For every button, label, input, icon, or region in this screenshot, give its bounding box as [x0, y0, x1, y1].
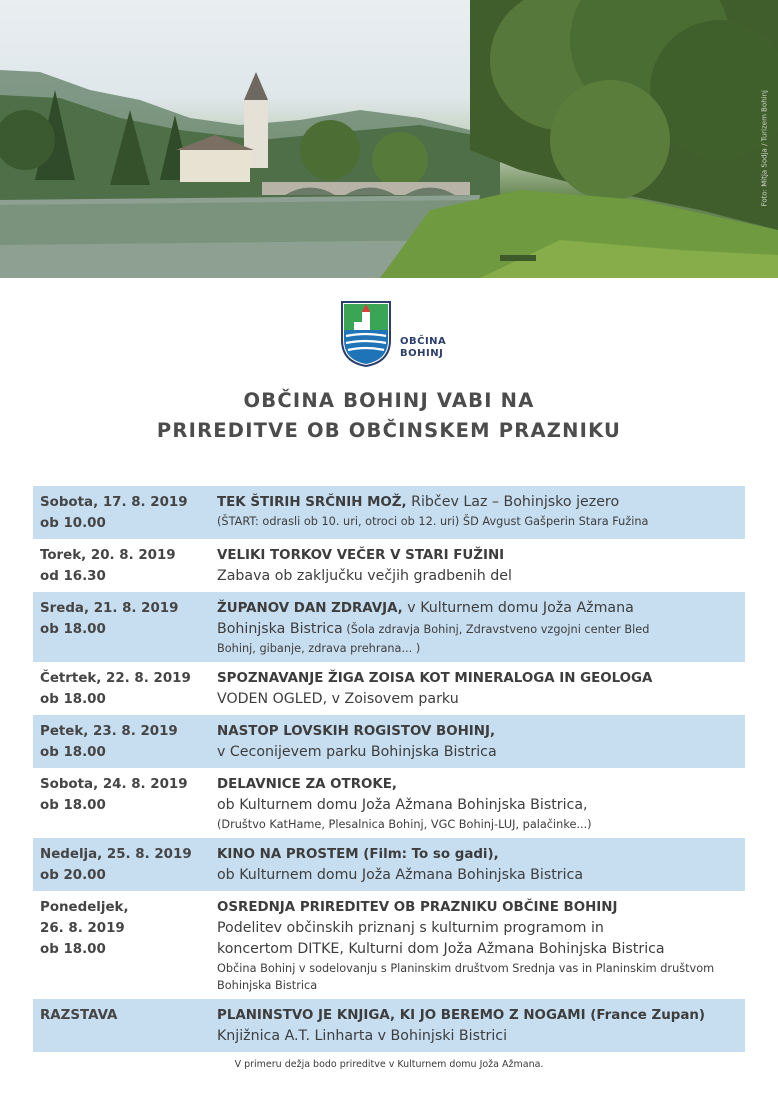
event-row [33, 715, 745, 768]
event-date: Nedelja, 25. 8. 2019 [40, 847, 192, 862]
event-time: ob 18.00 [40, 622, 106, 637]
event-title: NASTOP LOVSKIH ROGISTOV BOHINJ, [217, 724, 496, 739]
rain-notice: V primeru dežja bodo prireditve v Kulturnem domu Joža Ažmana. [234, 1059, 544, 1070]
event-title: VELIKI TORKOV VEČER V STARI FUŽINI [217, 548, 505, 563]
event-title: TEK ŠTIRIH SRČNIH MOŽ, [217, 495, 407, 510]
event-detail-small: (Šola zdravja Bohinj, Zdravstveno vzgojni center Bled [342, 623, 650, 636]
event-date: Četrtek, 22. 8. 2019 [40, 671, 191, 686]
event-row [33, 768, 745, 838]
event-row [33, 999, 745, 1052]
event-title: ŽUPANOV DAN ZDRAVJA, [217, 601, 403, 616]
event-date: Ponedeljek, [40, 900, 129, 915]
event-date: Sreda, 21. 8. 2019 [40, 601, 179, 616]
event-title: SPOZNAVANJE ŽIGA ZOISA KOT MINERALOGA IN GEOLOGA [217, 671, 653, 686]
event-row [33, 891, 745, 999]
event-detail: Zabava ob zaključku večjih gradbenih del [217, 568, 512, 584]
event-time: ob 18.00 [40, 745, 106, 760]
event-detail: ob Kulturnem domu Joža Ažmana Bohinjska Bistrica [217, 867, 584, 883]
event-date-2: 26. 8. 2019 [40, 921, 125, 936]
event-detail: ob Kulturnem domu Joža Ažmana Bohinjska Bistrica, [217, 797, 588, 813]
event-detail: v Ceconijevem parku Bohinjska Bistrica [217, 744, 497, 760]
event-row [33, 486, 745, 539]
logo-line-2: BOHINJ [400, 348, 444, 359]
logo-wordmark [400, 336, 446, 360]
page-title-line-1: OBČINA BOHINJ VABI NA [243, 389, 535, 412]
photo-credit: Foto: Mitja Sodja / Turizem Bohinj [760, 90, 768, 207]
event-title: DELAVNICE ZA OTROKE, [217, 777, 397, 792]
event-time: ob 18.00 [40, 798, 106, 813]
event-note: (ŠTART: odrasli ob 10. uri, otroci ob 12. uri) ŠD Avgust Gašperin Stara Fužina [217, 515, 649, 528]
logo-line-1: OBČINA [400, 336, 447, 347]
event-title-rest: Ribčev Laz – Bohinjsko jezero [406, 494, 620, 510]
event-date: Sobota, 17. 8. 2019 [40, 495, 188, 510]
event-time: ob 18.00 [40, 692, 106, 707]
event-detail-2: koncertom DITKE, Kulturni dom Joža Ažmana Bohinjska Bistrica [217, 941, 665, 957]
event-date: Torek, 20. 8. 2019 [40, 548, 176, 563]
event-row [33, 592, 745, 662]
event-time: ob 10.00 [40, 516, 106, 531]
event-detail: Bohinjska Bistrica [217, 621, 343, 637]
event-time: ob 20.00 [40, 868, 106, 883]
event-date: Sobota, 24. 8. 2019 [40, 777, 188, 792]
event-row [33, 838, 745, 891]
event-title: KINO NA PROSTEM (Film: To so gadi), [217, 847, 499, 862]
event-row [33, 539, 745, 592]
landscape-photo-icon [0, 0, 778, 278]
events-table [33, 486, 745, 1052]
hero-photo [0, 0, 778, 278]
event-title: PLANINSTVO JE KNJIGA, KI JO BEREMO Z NOGAMI (France Zupan) [217, 1008, 706, 1023]
event-note: Občina Bohinj v sodelovanju s Planinskim društvom Srednja vas in Planinskim društvom Bohinjska Bistrica [217, 962, 715, 992]
event-title: OSREDNJA PRIREDITEV OB PRAZNIKU OBČINE BOHINJ [217, 900, 618, 915]
event-detail: VODEN OGLED, v Zoisovem parku [217, 691, 459, 707]
event-time: ob 18.00 [40, 942, 106, 957]
event-detail: Podelitev občinskih priznanj s kulturnim programom in [217, 920, 604, 936]
event-note: (Društvo KatHame, Plesalnica Bohinj, VGC Bohinj-LUJ, palačinke...) [217, 818, 592, 831]
event-time: od 16.30 [40, 569, 106, 584]
event-date: Petek, 23. 8. 2019 [40, 724, 178, 739]
event-title-rest: v Kulturnem domu Joža Ažmana [402, 600, 634, 616]
event-row [33, 662, 745, 715]
event-date: RAZSTAVA [40, 1008, 118, 1023]
event-note: Bohinj, gibanje, zdrava prehrana... ) [217, 642, 421, 655]
page-title-line-2: PRIREDITVE OB OBČINSKEM PRAZNIKU [156, 419, 622, 442]
event-detail: Knjižnica A.T. Linharta v Bohinjski Bistrici [217, 1028, 508, 1044]
